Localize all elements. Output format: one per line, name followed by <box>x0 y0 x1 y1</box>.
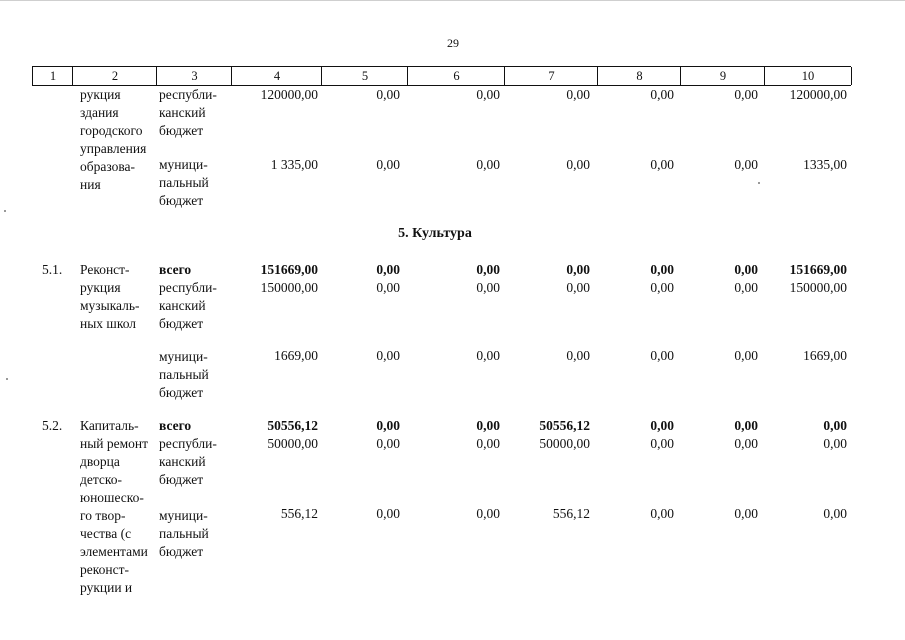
value-cell: 0,00 <box>476 348 500 363</box>
value-cell: 0,00 <box>734 436 758 451</box>
section-title: 5. Культура <box>398 226 472 241</box>
value-cell: 0,00 <box>734 87 758 102</box>
value-cell: 0,00 <box>734 506 758 521</box>
value-cell: 50000,00 <box>539 436 590 451</box>
source-line: бюджет <box>159 316 204 331</box>
desc-line: музыкаль- <box>80 298 140 313</box>
value-cell: 0,00 <box>476 506 500 521</box>
header-col-5: 5 <box>321 67 408 85</box>
value-cell: 0,00 <box>650 87 674 102</box>
value-cell: 151669,00 <box>789 262 847 277</box>
value-cell: 0,00 <box>734 348 758 363</box>
desc-line: ния <box>80 177 101 192</box>
desc-line: детско- <box>80 472 123 487</box>
value-cell: 150000,00 <box>789 280 847 295</box>
value-cell: 0,00 <box>476 157 500 172</box>
source-line: республи- <box>159 87 217 102</box>
desc-line: здания <box>80 105 119 120</box>
desc-line: ный ремонт <box>80 436 149 451</box>
value-cell: 0,00 <box>734 280 758 295</box>
value-cell: 120000,00 <box>260 87 318 102</box>
desc-line: рукция <box>80 87 121 102</box>
value-cell: 0,00 <box>823 418 847 433</box>
value-cell: 150000,00 <box>260 280 318 295</box>
header-col-4: 4 <box>231 67 322 85</box>
value-cell: 0,00 <box>650 280 674 295</box>
desc-line: Реконст- <box>80 262 130 277</box>
value-cell: 151669,00 <box>260 262 318 277</box>
source-line: канский <box>159 454 206 469</box>
total-label: всего <box>159 262 192 277</box>
value-cell: 0,00 <box>376 87 400 102</box>
value-cell: 0,00 <box>650 157 674 172</box>
source-line: пальный <box>159 367 209 382</box>
value-cell: 0,00 <box>734 157 758 172</box>
value-cell: 0,00 <box>476 87 500 102</box>
source-line: муници- <box>159 349 208 364</box>
table-header-row <box>32 66 851 86</box>
value-cell: 0,00 <box>476 280 500 295</box>
value-cell: 0,00 <box>566 262 590 277</box>
header-col-3: 3 <box>156 67 232 85</box>
desc-line: городского <box>80 123 143 138</box>
value-cell: 0,00 <box>734 418 758 433</box>
source-line: республи- <box>159 280 217 295</box>
value-cell: 120000,00 <box>789 87 847 102</box>
header-col-8: 8 <box>597 67 681 85</box>
scan-speck <box>758 182 760 184</box>
header-col-7: 7 <box>504 67 598 85</box>
scan-speck <box>4 210 6 212</box>
value-cell: 0,00 <box>566 348 590 363</box>
value-cell: 50556,12 <box>539 418 590 433</box>
value-cell: 0,00 <box>376 157 400 172</box>
source-line: республи- <box>159 436 217 451</box>
header-col-6: 6 <box>407 67 505 85</box>
desc-line: управления <box>80 141 147 156</box>
header-col-10: 10 <box>764 67 852 85</box>
value-cell: 1335,00 <box>803 157 847 172</box>
item-number: 5.2. <box>42 418 63 433</box>
value-cell: 0,00 <box>650 262 674 277</box>
desc-line: Капиталь- <box>80 418 139 433</box>
header-col-1: 1 <box>32 67 73 85</box>
source-line: пальный <box>159 526 209 541</box>
header-col-9: 9 <box>680 67 765 85</box>
desc-line: ных школ <box>80 316 136 331</box>
value-cell: 0,00 <box>734 262 758 277</box>
desc-line: рукции и <box>80 580 133 595</box>
value-cell: 0,00 <box>376 418 400 433</box>
desc-line: рукция <box>80 280 121 295</box>
desc-line: го твор- <box>80 508 126 523</box>
source-line: бюджет <box>159 123 204 138</box>
value-cell: 0,00 <box>650 348 674 363</box>
value-cell: 0,00 <box>566 280 590 295</box>
scan-speck <box>6 378 8 380</box>
value-cell: 0,00 <box>476 418 500 433</box>
desc-line: элементами <box>80 544 148 559</box>
page-number: 29 <box>447 36 459 50</box>
desc-line: чества (с <box>80 526 132 541</box>
value-cell: 1669,00 <box>274 348 318 363</box>
source-line: канский <box>159 105 206 120</box>
item-number: 5.1. <box>42 262 63 277</box>
value-cell: 0,00 <box>650 436 674 451</box>
source-line: пальный <box>159 175 209 190</box>
desc-line: образова- <box>80 159 136 174</box>
source-line: муници- <box>159 508 208 523</box>
value-cell: 0,00 <box>650 506 674 521</box>
source-line: бюджет <box>159 385 204 400</box>
source-line: канский <box>159 298 206 313</box>
value-cell: 0,00 <box>476 262 500 277</box>
value-cell: 0,00 <box>823 436 847 451</box>
value-cell: 0,00 <box>376 506 400 521</box>
value-cell: 0,00 <box>376 262 400 277</box>
value-cell: 0,00 <box>376 280 400 295</box>
source-line: бюджет <box>159 472 204 487</box>
value-cell: 0,00 <box>376 436 400 451</box>
total-label: всего <box>159 418 192 433</box>
header-col-2: 2 <box>72 67 157 85</box>
value-cell: 0,00 <box>823 506 847 521</box>
value-cell: 0,00 <box>650 418 674 433</box>
value-cell: 50556,12 <box>267 418 318 433</box>
value-cell: 0,00 <box>566 157 590 172</box>
value-cell: 0,00 <box>476 436 500 451</box>
desc-line: реконст- <box>80 562 129 577</box>
value-cell: 0,00 <box>566 87 590 102</box>
value-cell: 1 335,00 <box>270 157 318 172</box>
value-cell: 1669,00 <box>803 348 847 363</box>
source-line: бюджет <box>159 544 204 559</box>
value-cell: 556,12 <box>280 506 318 521</box>
source-line: муници- <box>159 157 208 172</box>
desc-line: дворца <box>80 454 120 469</box>
value-cell: 0,00 <box>376 348 400 363</box>
value-cell: 50000,00 <box>267 436 318 451</box>
desc-line: юношеско- <box>80 490 144 505</box>
value-cell: 556,12 <box>552 506 590 521</box>
source-line: бюджет <box>159 193 204 208</box>
